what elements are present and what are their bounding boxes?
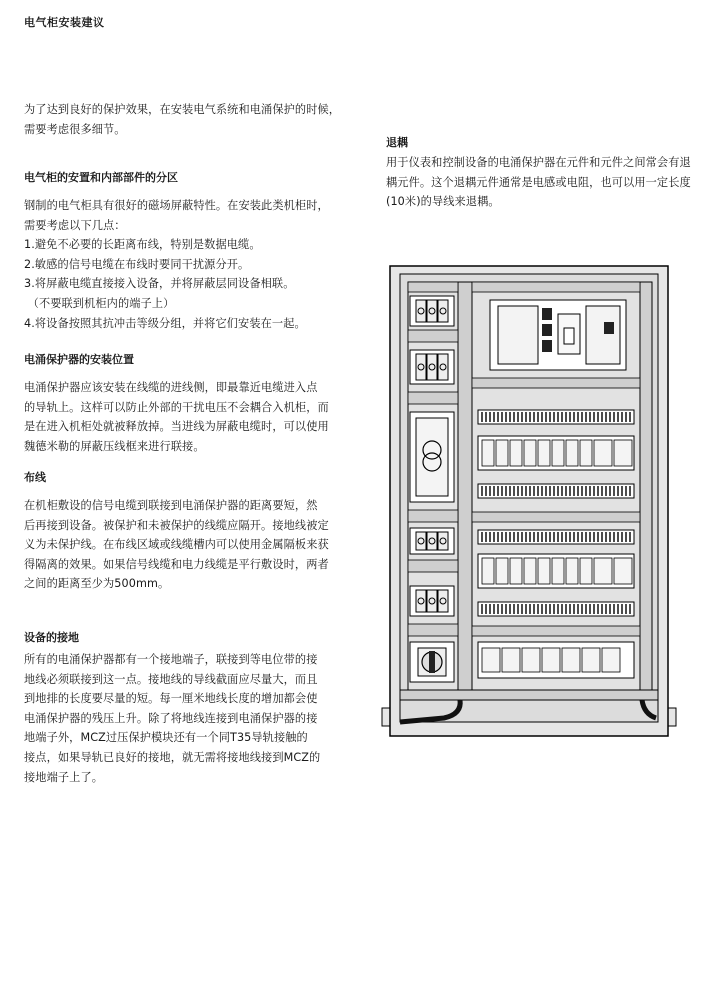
fuse-block-2: [410, 350, 454, 384]
section-heading-decoupling: 退耦: [386, 136, 408, 149]
section-body-grounding: 所有的电涌保护器都有一个接地端子，联接到等电位带的接 地线必须联接到这一点。接地线的导线截面应尽量大，而且 到地排的长度要尽量的短。每一厘米地线长度的增加都会使 电涌保护器的残压上升。除了将地线连接到电涌保护器的接 地端子外，MCZ过压保护模块还有一个同T35导轨接触的 接点，如果导轨已良好的接地，就无需将接地线接到MCZ的 接地端子上了。: [24, 653, 321, 784]
duct-h-6: [408, 624, 458, 636]
duct-h-3: [408, 392, 458, 404]
wiring-duct-left: [458, 282, 472, 690]
duct-h-r2: [472, 378, 640, 388]
duct-h-2: [408, 330, 458, 342]
duct-h-r1: [472, 282, 640, 292]
section-grounding: [24, 628, 364, 787]
fuse-block-1: [410, 296, 454, 326]
plc-unit: [490, 300, 626, 370]
breaker-row: [478, 642, 634, 678]
section-cabinet-layout: [24, 168, 364, 350]
relay-row-1: [478, 436, 634, 470]
section-spd-position: [24, 350, 364, 468]
terminal-strip-4: [478, 602, 634, 616]
left-column: [24, 100, 364, 787]
terminal-strip-2: [478, 484, 634, 498]
page-title: 电气柜安装建议: [24, 16, 105, 29]
fuse-block-4: [410, 586, 454, 616]
duct-h-r3: [472, 512, 640, 522]
transformer: [410, 412, 454, 502]
section-heading-spd: 电涌保护器的安装位置: [24, 353, 134, 366]
terminal-strip-3: [478, 530, 634, 544]
section-body-wiring: 在机柜敷设的信号电缆到联接到电涌保护器的距离要短，然 后再接到设备。被保护和未被保护的线缆应隔开。接地线被定 义为未保护线。在布线区域或线缆槽内可以使用金属隔板来获 得隔离的效果。如果信号线缆和电力线缆是平行敷设时，两者 之间的距离至少为500mm。: [24, 499, 329, 591]
duct-h-1: [408, 282, 458, 292]
intro-block: [24, 100, 364, 168]
cabinet-illustration: [380, 262, 680, 742]
main-switch: [410, 642, 454, 682]
terminal-strip-1: [478, 410, 634, 424]
relay-row-2: [478, 554, 634, 588]
duct-h-r4: [472, 626, 640, 636]
section-body-spd: 电涌保护器应该安装在线缆的进线侧，即最靠近电缆进入点 的导轨上。这样可以防止外部的干扰电压不会耦合入机柜，而 是在进入机柜处就被释放掉。当进线为屏蔽电缆时，可以使用 魏德米勒的屏蔽压线框来进行联接。: [24, 381, 329, 453]
intro-text: 为了达到良好的保护效果，在安装电气系统和电涌保护的时候， 需要考虑很多细节。: [24, 103, 341, 136]
fuse-block-3: [410, 528, 454, 554]
right-column: [386, 133, 718, 212]
section-body-cabinet: 钢制的电气柜具有很好的磁场屏蔽特性。在安装此类机柜时， 需要考虑以下几点： 1.避免不必要的长距离布线，特别是数据电缆。 2.敏感的信号电缆在布线时要同干扰源分开。 3.将屏蔽电缆直接接入设备，并将屏蔽层同设备相联。 （不要联到机柜内的端子上） 4.将设备按照其抗冲击等级分组，并将它们安装在一起。: [24, 199, 329, 330]
section-heading-cabinet: 电气柜的安置和内部部件的分区: [24, 171, 178, 184]
wiring-duct-right: [640, 282, 652, 690]
section-heading-grounding: 设备的接地: [24, 631, 79, 644]
duct-h-5: [408, 560, 458, 572]
section-body-decoupling: 用于仪表和控制设备的电涌保护器在元件和元件之间常会有退 耦元件。这个退耦元件通常是电感或电阻，也可以用一定长度 (10米)的导线来退耦。: [386, 156, 691, 209]
section-wiring: [24, 468, 364, 628]
section-heading-wiring: 布线: [24, 471, 46, 484]
duct-h-4: [408, 510, 458, 522]
bottom-duct: [400, 690, 658, 700]
cabinet-drawing: [380, 262, 720, 742]
